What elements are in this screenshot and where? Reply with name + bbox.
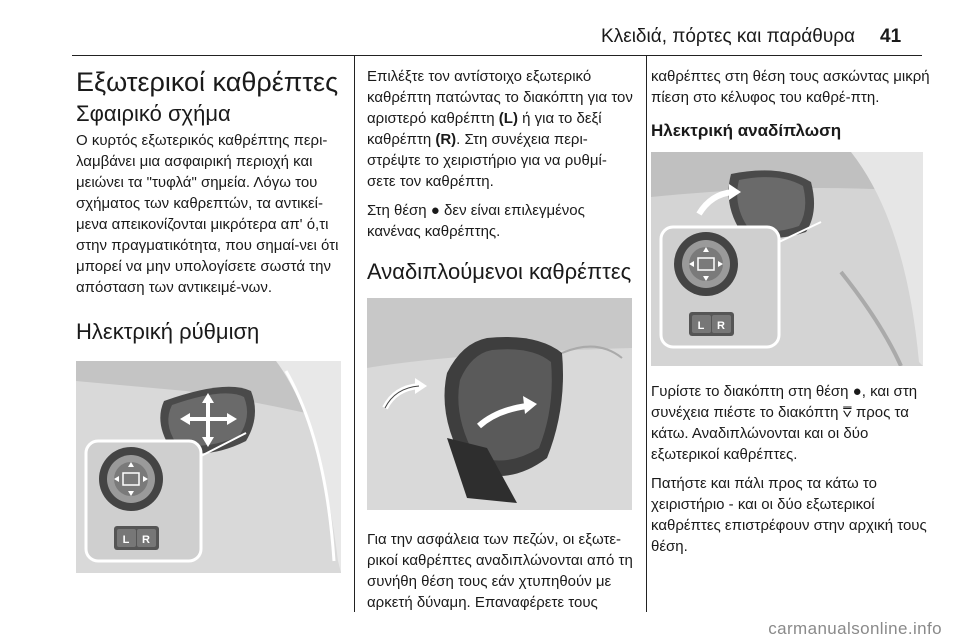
- neutral-position-bullet-icon: ●: [852, 383, 862, 401]
- footer-watermark: carmanualsonline.info: [768, 619, 942, 638]
- switch-label-left: L: [122, 534, 130, 547]
- running-header-title: Κλειδιά, πόρτες και παράθυρα: [601, 26, 855, 47]
- paragraph-select-mirror: [367, 66, 635, 192]
- select-text-a: Επιλέξτε τον αντίστοιχο εξωτερικό καθρέπτη πατώντας το διακόπτη για τον αριστερό καθρέπτη: [367, 68, 633, 127]
- figure-folding-mirror: [367, 298, 632, 515]
- paragraph-spherical-shape: Ο κυρτός εξωτερικός καθρέπτης περι-λαμβάνει μια ασφαιρική περιοχή και μειώνει τα "τυφλά" σημεία. Λόγω του σχήματος των καθρεπτών, τα αντικεί-μενα απεικονίζονται μικρότερα απ' ό,τι στην πραγματικότητα, που σημαί-νει ότι μπορεί να μην υπολογίσετε σωστά την απόσταση των αντικειμέ-νων.: [76, 131, 339, 296]
- label-left: (L): [498, 110, 518, 127]
- column-3: [651, 66, 931, 565]
- subheading-folding-mirrors: Αναδιπλούμενοι καθρέπτες: [367, 259, 632, 284]
- section-heading-exterior-mirrors: Εξωτερικοί καθρέπτες: [76, 67, 339, 97]
- neutral-position-bullet-icon: ●: [430, 202, 440, 219]
- folding-mirror-illustration: [367, 298, 632, 510]
- switch-label-right: R: [717, 320, 725, 333]
- electric-folding-illustration: [651, 152, 923, 366]
- paragraph-neutral-position: [367, 200, 635, 242]
- subheading-electric-adjustment: Ηλεκτρική ρύθμιση: [76, 318, 260, 344]
- switch-label-right: R: [142, 534, 150, 547]
- paragraph-turn-switch: [651, 381, 931, 465]
- position-text-b: δεν είναι επιλεγμένος κανένας καθρέπτης.: [367, 202, 585, 240]
- position-text-a: Στη θέση: [367, 202, 431, 219]
- column-divider-2: [646, 56, 647, 612]
- turn-text-a: Γυρίστε το διακόπτη στη θέση: [651, 383, 853, 401]
- column-2: [367, 66, 635, 621]
- paragraph-press-again: Πατήστε και πάλι προς τα κάτω το χειριστήριο - και οι δύο εξωτερικοί καθρέπτες επιστρέφουν στην αρχική τους θέση.: [651, 475, 927, 556]
- select-text-c: . Στη συνέχεια περι-στρέψτε το χειριστήριο για να ρυθμί-σετε τον καθρέπτη.: [367, 131, 607, 190]
- figure-electric-folding: [651, 152, 923, 371]
- subheading-electric-folding: Ηλεκτρική αναδίπλωση: [651, 121, 842, 140]
- page-number: 41: [880, 26, 902, 47]
- turn-text-c: προς τα κάτω. Αναδιπλώνονται και οι δύο εξωτερικοί καθρέπτες.: [651, 404, 909, 464]
- header-rule: [72, 55, 922, 56]
- figure-mirror-adjustment-switch: [76, 361, 341, 578]
- turn-text-b: , και στη συνέχεια πιέστε το διακόπτη: [651, 383, 918, 422]
- paragraph-pedestrian-safety: Για την ασφάλεια των πεζών, οι εξωτε-ρικοί καθρέπτες αναδιπλώνονται από τη συνήθη θέση τους εάν χτυπηθούν με αρκετή δύναμη. Επαναφέρετε τους: [367, 530, 633, 611]
- column-divider-1: [354, 56, 355, 612]
- subheading-spherical-shape: Σφαιρικό σχήμα: [76, 101, 231, 127]
- paragraph-continued: καθρέπτες στη θέση τους ασκώντας μικρή πίεση στο κέλυφος του καθρέ-πτη.: [651, 68, 930, 106]
- mirror-adjustment-illustration: [76, 361, 341, 573]
- switch-label-left: L: [697, 320, 705, 333]
- select-text-b: ή για το δεξί καθρέπτη: [367, 110, 602, 148]
- fold-symbol-icon: ⩢: [842, 404, 852, 422]
- column-1: [76, 66, 342, 578]
- label-right: (R): [435, 131, 457, 148]
